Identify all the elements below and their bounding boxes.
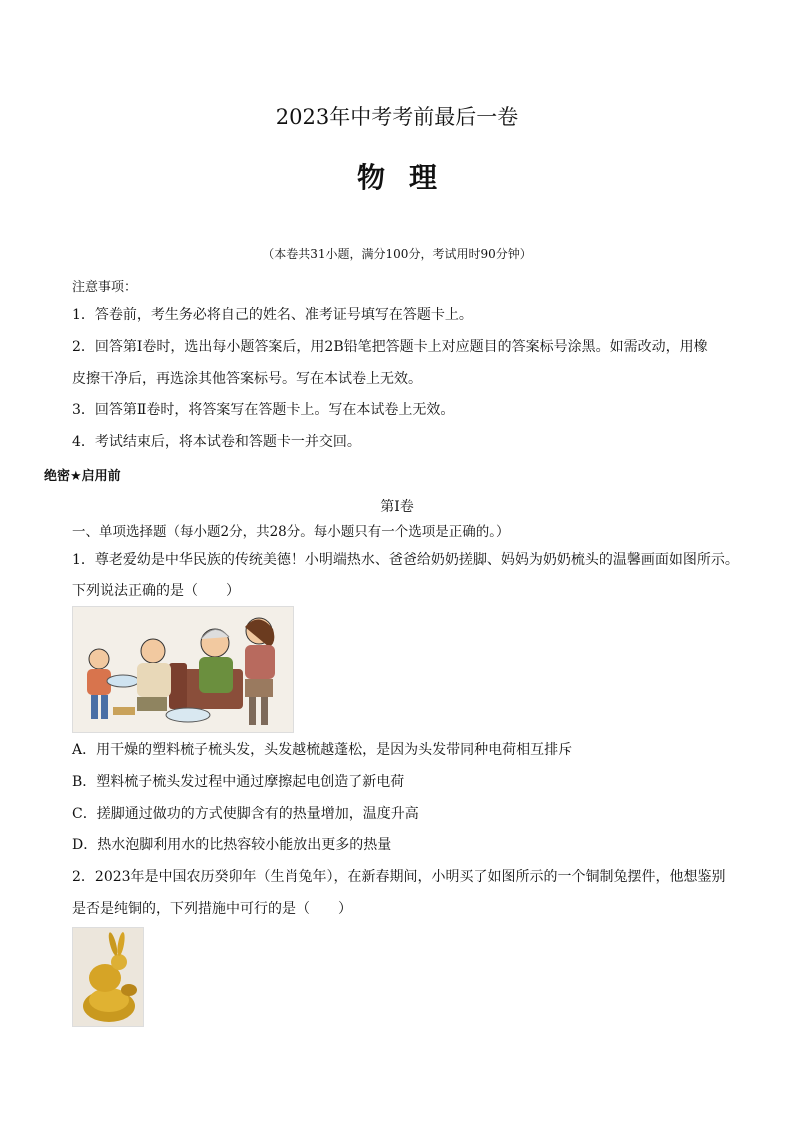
secret-mark: 绝密★启用前 xyxy=(44,469,121,484)
notice-item: 3．回答第Ⅱ卷时，将答案写在答题卡上。写在本试卷上无效。 xyxy=(72,402,455,418)
option-c: C．搓脚通过做功的方式使脚含有的热量增加，温度升高 xyxy=(72,806,419,822)
copper-rabbit-figure xyxy=(72,927,144,1027)
question-1-stem: 下列说法正确的是（ ） xyxy=(72,583,240,599)
notice-item: 皮擦干净后，再选涂其他答案标号。写在本试卷上无效。 xyxy=(72,371,422,387)
exam-title: 2023年中考考前最后一卷 xyxy=(275,105,519,129)
subject-title: 物理 xyxy=(356,161,461,194)
question-1-stem: 1．尊老爱幼是中华民族的传统美德！小明端热水、爸爸给奶奶搓脚、妈妈为奶奶梳头的温馨画面如图所示。 xyxy=(72,552,739,568)
option-a: A．用干燥的塑料梳子梳头发，头发越梳越蓬松，是因为头发带同种电荷相互排斥 xyxy=(72,742,573,758)
notice-item: 2．回答第Ⅰ卷时，选出每小题答案后，用2B铅笔把答题卡上对应题目的答案标号涂黑。如需改动，用橡 xyxy=(72,339,708,355)
question-2-stem: 是否是纯铜的，下列措施中可行的是（ ） xyxy=(72,901,352,917)
option-d: D．热水泡脚利用水的比热容较小能放出更多的热量 xyxy=(72,837,392,853)
exam-info: （本卷共31小题，满分100分，考试用时90分钟） xyxy=(262,247,532,261)
section-heading: 一、单项选择题（每小题2分，共28分。每小题只有一个选项是正确的。） xyxy=(72,524,510,540)
option-b: B．塑料梳子梳头发过程中通过摩擦起电创造了新电荷 xyxy=(72,774,405,790)
notice-item: 1．答卷前，考生务必将自己的姓名、准考证号填写在答题卡上。 xyxy=(72,307,473,323)
question-2-stem: 2．2023年是中国农历癸卯年（生肖兔年），在新春期间，小明买了如图所示的一个铜制兔摆件，他想鉴别 xyxy=(72,869,726,885)
volume-title: 第Ⅰ卷 xyxy=(380,499,414,515)
notice-item: 4．考试结束后，将本试卷和答题卡一并交回。 xyxy=(72,434,361,450)
family-illustration xyxy=(72,606,294,733)
notice-heading: 注意事项： xyxy=(72,280,138,295)
